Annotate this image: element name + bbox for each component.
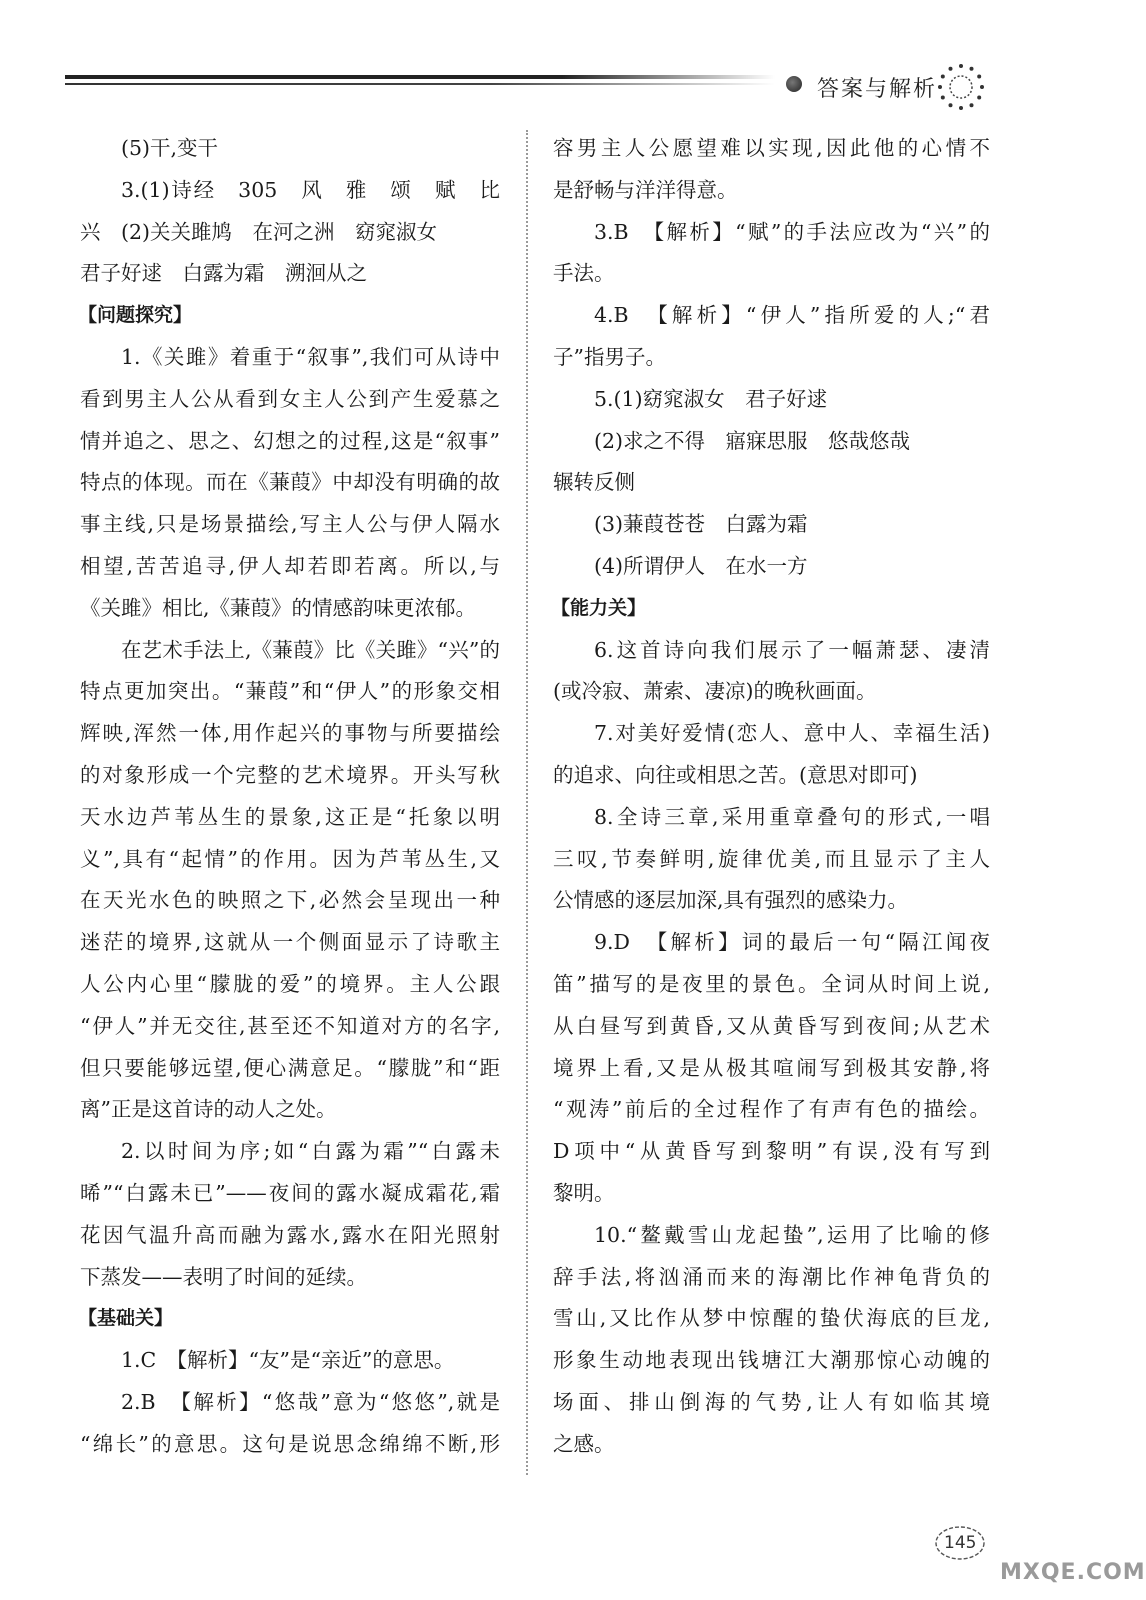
text-line: 辞手法,将汹涌而来的海潮比作神龟背负的 [553, 1264, 990, 1289]
text-line: 7.对美好爱情(恋人、意中人、幸福生活) [594, 721, 990, 746]
text-line: 辗转反侧 [553, 470, 635, 495]
text-line: 3.B 【解析】“赋”的手法应改为“兴”的 [594, 219, 990, 244]
header-bullet-icon [786, 76, 802, 92]
column-divider [526, 130, 528, 1475]
text-line: “绵长”的意思。这句是说思念绵绵不断,形 [80, 1431, 500, 1456]
text-line: (2)求之不得 寤寐思服 悠哉悠哉 [594, 428, 911, 453]
text-line: 天水边芦苇丛生的景象,这正是“托象以明 [80, 804, 500, 829]
watermark-text: MXQE.COM [1000, 1560, 1146, 1585]
text-line: 《关雎》相比,《蒹葭》的情感韵味更浓郁。 [80, 595, 477, 620]
text-line: 情并追之、思之、幻想之的过程,这是“叙事” [80, 428, 500, 453]
text-line: 的对象形成一个完整的艺术境界。开头写秋 [80, 762, 500, 787]
text-line: 手法。 [553, 261, 615, 286]
text-line: 10.“鳌戴雪山龙起蛰”,运用了比喻的修 [594, 1222, 990, 1247]
text-line: 的追求、向往或相思之苦。(意思对即可) [553, 762, 918, 787]
text-line: 特点更加突出。“蒹葭”和“伊人”的形象交相 [80, 679, 500, 704]
text-line: 境界上看,又是从极其喧闹写到极其安静,将 [553, 1055, 990, 1080]
text-line: 晞”“白露未已”——夜间的露水凝成霜花,霜 [80, 1180, 500, 1205]
sun-ornament-icon [936, 62, 986, 112]
text-line: 笛”描写的是夜里的景色。全词从时间上说, [553, 971, 990, 996]
text-line: 君子好逑 白露为霜 溯洄从之 [80, 261, 367, 286]
text-line: 子”指男子。 [553, 344, 666, 369]
text-line: 兴 (2)关关雎鸠 在河之洲 窈窕淑女 [80, 219, 438, 244]
text-line: 1.《关雎》着重于“叙事”,我们可从诗中 [121, 344, 500, 369]
text-line: “伊人”并无交往,甚至还不知道对方的名字, [80, 1013, 500, 1038]
text-line: 1.C 【解析】“友”是“亲近”的意思。 [121, 1348, 455, 1373]
section-heading: 【能力关】 [551, 596, 647, 619]
text-line: 5.(1)窈窕淑女 君子好逑 [594, 386, 828, 411]
running-header-title: 答案与解析 [817, 77, 938, 102]
text-line: 之感。 [553, 1431, 615, 1456]
page-number: 145 [944, 1533, 977, 1553]
text-line: 是舒畅与洋洋得意。 [553, 177, 738, 202]
text-line: 2.以时间为序;如“白露为霜”“白露未 [121, 1139, 500, 1164]
text-line: (4)所谓伊人 在水一方 [594, 553, 808, 578]
text-line: “观涛”前后的全过程作了有声有色的描绘。 [553, 1097, 990, 1122]
text-line: 3.(1)诗经 305 风 雅 颂 赋 比 [121, 177, 500, 202]
text-line: 相望,苦苦追寻,伊人却若即若离。所以,与 [80, 553, 500, 578]
text-line: 事主线,只是场景描绘,写主人公与伊人隔水 [80, 512, 500, 537]
text-line: (5)干,变干 [121, 136, 219, 160]
text-line: 义”,具有“起情”的作用。因为芦苇丛生,又 [80, 846, 500, 871]
section-heading: 【问题探究】 [78, 304, 193, 327]
text-line: 场面、排山倒海的气势,让人有如临其境 [553, 1389, 990, 1414]
right-text-column [553, 128, 990, 1466]
text-line: 迷茫的境界,这就从一个侧面显示了诗歌主 [80, 930, 500, 955]
text-line: 从白昼写到黄昏,又从黄昏写到夜间;从艺术 [553, 1013, 990, 1038]
text-line: 9.D 【解析】词的最后一句“隔江闻夜 [594, 930, 990, 955]
text-line: 人公内心里“朦胧的爱”的境界。主人公跟 [80, 971, 500, 996]
section-heading: 【基础关】 [78, 1307, 174, 1330]
text-line: 离”正是这首诗的动人之处。 [80, 1097, 337, 1122]
text-line: 黎明。 [553, 1180, 615, 1205]
text-line: 但只要能够远望,便心满意足。“朦胧”和“距 [80, 1055, 500, 1080]
header-rule [65, 75, 775, 89]
text-line: 2.B 【解析】“悠哉”意为“悠悠”,就是 [121, 1389, 500, 1414]
text-line: 花因气温升高而融为露水,露水在阳光照射 [80, 1222, 500, 1247]
text-line: 辉映,浑然一体,用作起兴的事物与所要描绘 [80, 721, 500, 746]
text-line: 特点的体现。而在《蒹葭》中却没有明确的故 [80, 470, 500, 495]
text-line: (或冷寂、萧索、凄凉)的晚秋画面。 [553, 679, 877, 704]
text-line: 6.这首诗向我们展示了一幅萧瑟、凄清 [594, 637, 990, 662]
text-line: (3)蒹葭苍苍 白露为霜 [594, 512, 808, 537]
text-line: 8.全诗三章,采用重章叠句的形式,一唱 [594, 804, 990, 829]
text-line: 看到男主人公从看到女主人公到产生爱慕之 [80, 386, 500, 411]
text-line: 公情感的逐层加深,具有强烈的感染力。 [553, 888, 909, 913]
text-line: 容男主人公愿望难以实现,因此他的心情不 [553, 136, 990, 160]
text-line: 在天光水色的映照之下,必然会呈现出一种 [80, 888, 500, 913]
text-line: 在艺术手法上,《蒹葭》比《关雎》“兴”的 [121, 637, 500, 662]
text-line: 雪山,又比作从梦中惊醒的蛰伏海底的巨龙, [553, 1306, 990, 1331]
left-text-column [80, 128, 500, 1466]
text-line: 形象生动地表现出钱塘江大潮那惊心动魄的 [553, 1348, 990, 1373]
text-line: 4.B 【解析】“伊人”指所爱的人;“君 [594, 303, 990, 328]
text-line: 下蒸发——表明了时间的延续。 [80, 1264, 367, 1289]
text-line: 三叹,节奏鲜明,旋律优美,而且显示了主人 [553, 846, 990, 871]
text-line: D项中“从黄昏写到黎明”有误,没有写到 [553, 1139, 990, 1164]
